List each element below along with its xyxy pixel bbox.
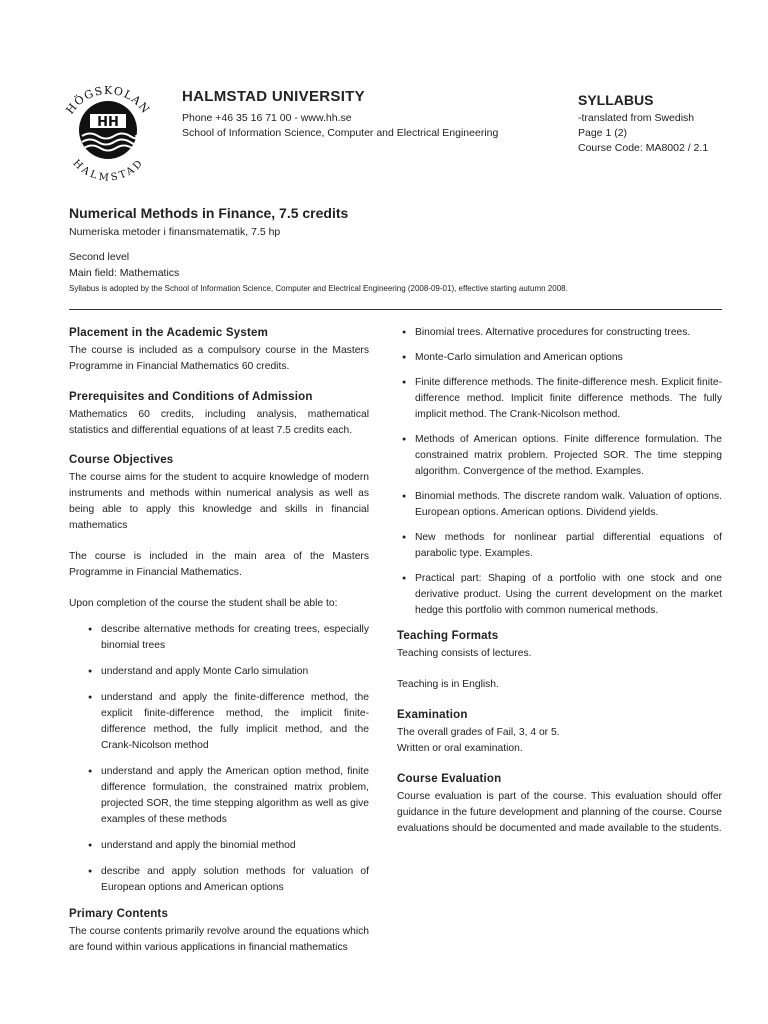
list-item: ● Finite difference methods. The finite-difference mesh. Explicit finite-difference method. Implicit finite difference methods. The fully implicit method. The Crank-Nicolson method. [415,375,722,423]
primary-contents-heading: Primary Contents [69,908,169,920]
examination-text-2: Written or oral examination. [397,743,523,754]
teaching-text-2: Teaching is in English. [397,679,499,690]
list-item: ● describe alternative methods for creating trees, especially binomial trees [101,622,369,654]
document-type: SYLLABUS [578,92,654,108]
logo-text-bottom: HALMSTAD [70,157,146,184]
list-item: ● understand and apply the finite-difference method, the explicit finite-difference method, the implicit finite-difference method, the fully implicit method, and the Crank-Nicolson method [101,690,369,754]
list-item: ● Monte-Carlo simulation and American options [415,350,722,366]
list-item: ● understand and apply the binomial method [101,838,369,854]
course-title: Numerical Methods in Finance, 7.5 credits [69,205,349,221]
list-item: ● Binomial trees. Alternative procedures for constructing trees. [415,325,722,341]
placement-heading: Placement in the Academic System [69,327,268,339]
list-item: ● Methods of American options. Finite difference formulation. The constrained matrix problem. Projected SOR. The time stepping algorithm. Convergence of the method. Examples. [415,432,722,480]
objectives-paragraph-2: The course is included in the main area of the Masters Programme in Financial Mathematics. [69,551,369,578]
teaching-text-1: Teaching consists of lectures. [397,648,532,659]
course-code: Course Code: MA8002 / 2.1 [578,142,709,154]
list-item: ● Binomial methods. The discrete random walk. Valuation of options. European options. American options. Dividend yields. [415,489,722,521]
list-item: ● understand and apply the American option method, finite difference formulation, the constrained matrix problem, projected SOR, the time stepping algorithm as well as give examples of these methods [101,764,369,828]
prerequisites-text: Mathematics 60 credits, including analysis, mathematical statistics and differential equations of at least 7.5 credits each. [69,409,369,436]
list-item: ● understand and apply Monte Carlo simulation [101,664,369,680]
page-number: Page 1 (2) [578,127,628,139]
university-logo [52,74,164,186]
objectives-heading: Course Objectives [69,454,174,466]
contact-phone: Phone +46 35 16 71 00 - www.hh.se [182,112,352,124]
right-column [397,325,722,837]
objectives-paragraph-3: Upon completion of the course the student shall be able to: [69,598,338,609]
university-name: HALMSTAD UNIVERSITY [182,88,365,105]
adoption-note: Syllabus is adopted by the School of Information Science, Computer and Electrical Engineering (2008-09-01), effective starting autumn 2008. [69,284,568,293]
course-evaluation-heading: Course Evaluation [397,773,502,785]
svg-text:HALMSTAD [71,158,146,184]
objectives-list [101,622,369,896]
logo-text-top: HÖGSKOLAN [63,83,153,117]
contents-list [415,325,722,619]
translation-note: -translated from Swedish [578,112,695,124]
list-item: ● describe and apply solution methods for valuation of European options and American options [101,864,369,896]
teaching-formats-heading: Teaching Formats [397,630,499,642]
prerequisites-heading: Prerequisites and Conditions of Admission [69,391,313,403]
logo-monogram: HH [97,115,119,130]
list-item: ● New methods for nonlinear partial differential equations of parabolic type. Examples. [415,530,722,562]
examination-text-1: The overall grades of Fail, 3, 4 or 5. [397,727,560,738]
course-subtitle: Numeriska metoder i finansmatematik, 7.5 hp [69,226,281,238]
header-divider [69,309,722,310]
course-level: Second level [69,251,130,263]
primary-contents-text: The course contents primarily revolve around the equations which are found within various applications in financial mathematics [69,926,369,953]
left-column [69,325,369,956]
placement-text: The course is included as a compulsory course in the Masters Programme in Financial Mathematics 60 credits. [69,345,369,372]
course-evaluation-text: Course evaluation is part of the course. This evaluation should offer guidance in the future development and planning of the course. Course evaluations should be documented and made available to the students. [397,791,722,834]
examination-heading: Examination [397,709,468,721]
school-name: School of Information Science, Computer and Electrical Engineering [182,127,499,139]
list-item: ● Practical part: Shaping of a portfolio with one stock and one derivative product. Using the current development on the market hedge this portfolio with common numerical methods. [415,571,722,619]
objectives-paragraph-1: The course aims for the student to acquire knowledge of modern instruments and methods within numerical analysis as well as being able to apply this knowledge and skills in financial mathematics [69,472,369,531]
course-main-field: Main field: Mathematics [69,267,180,279]
